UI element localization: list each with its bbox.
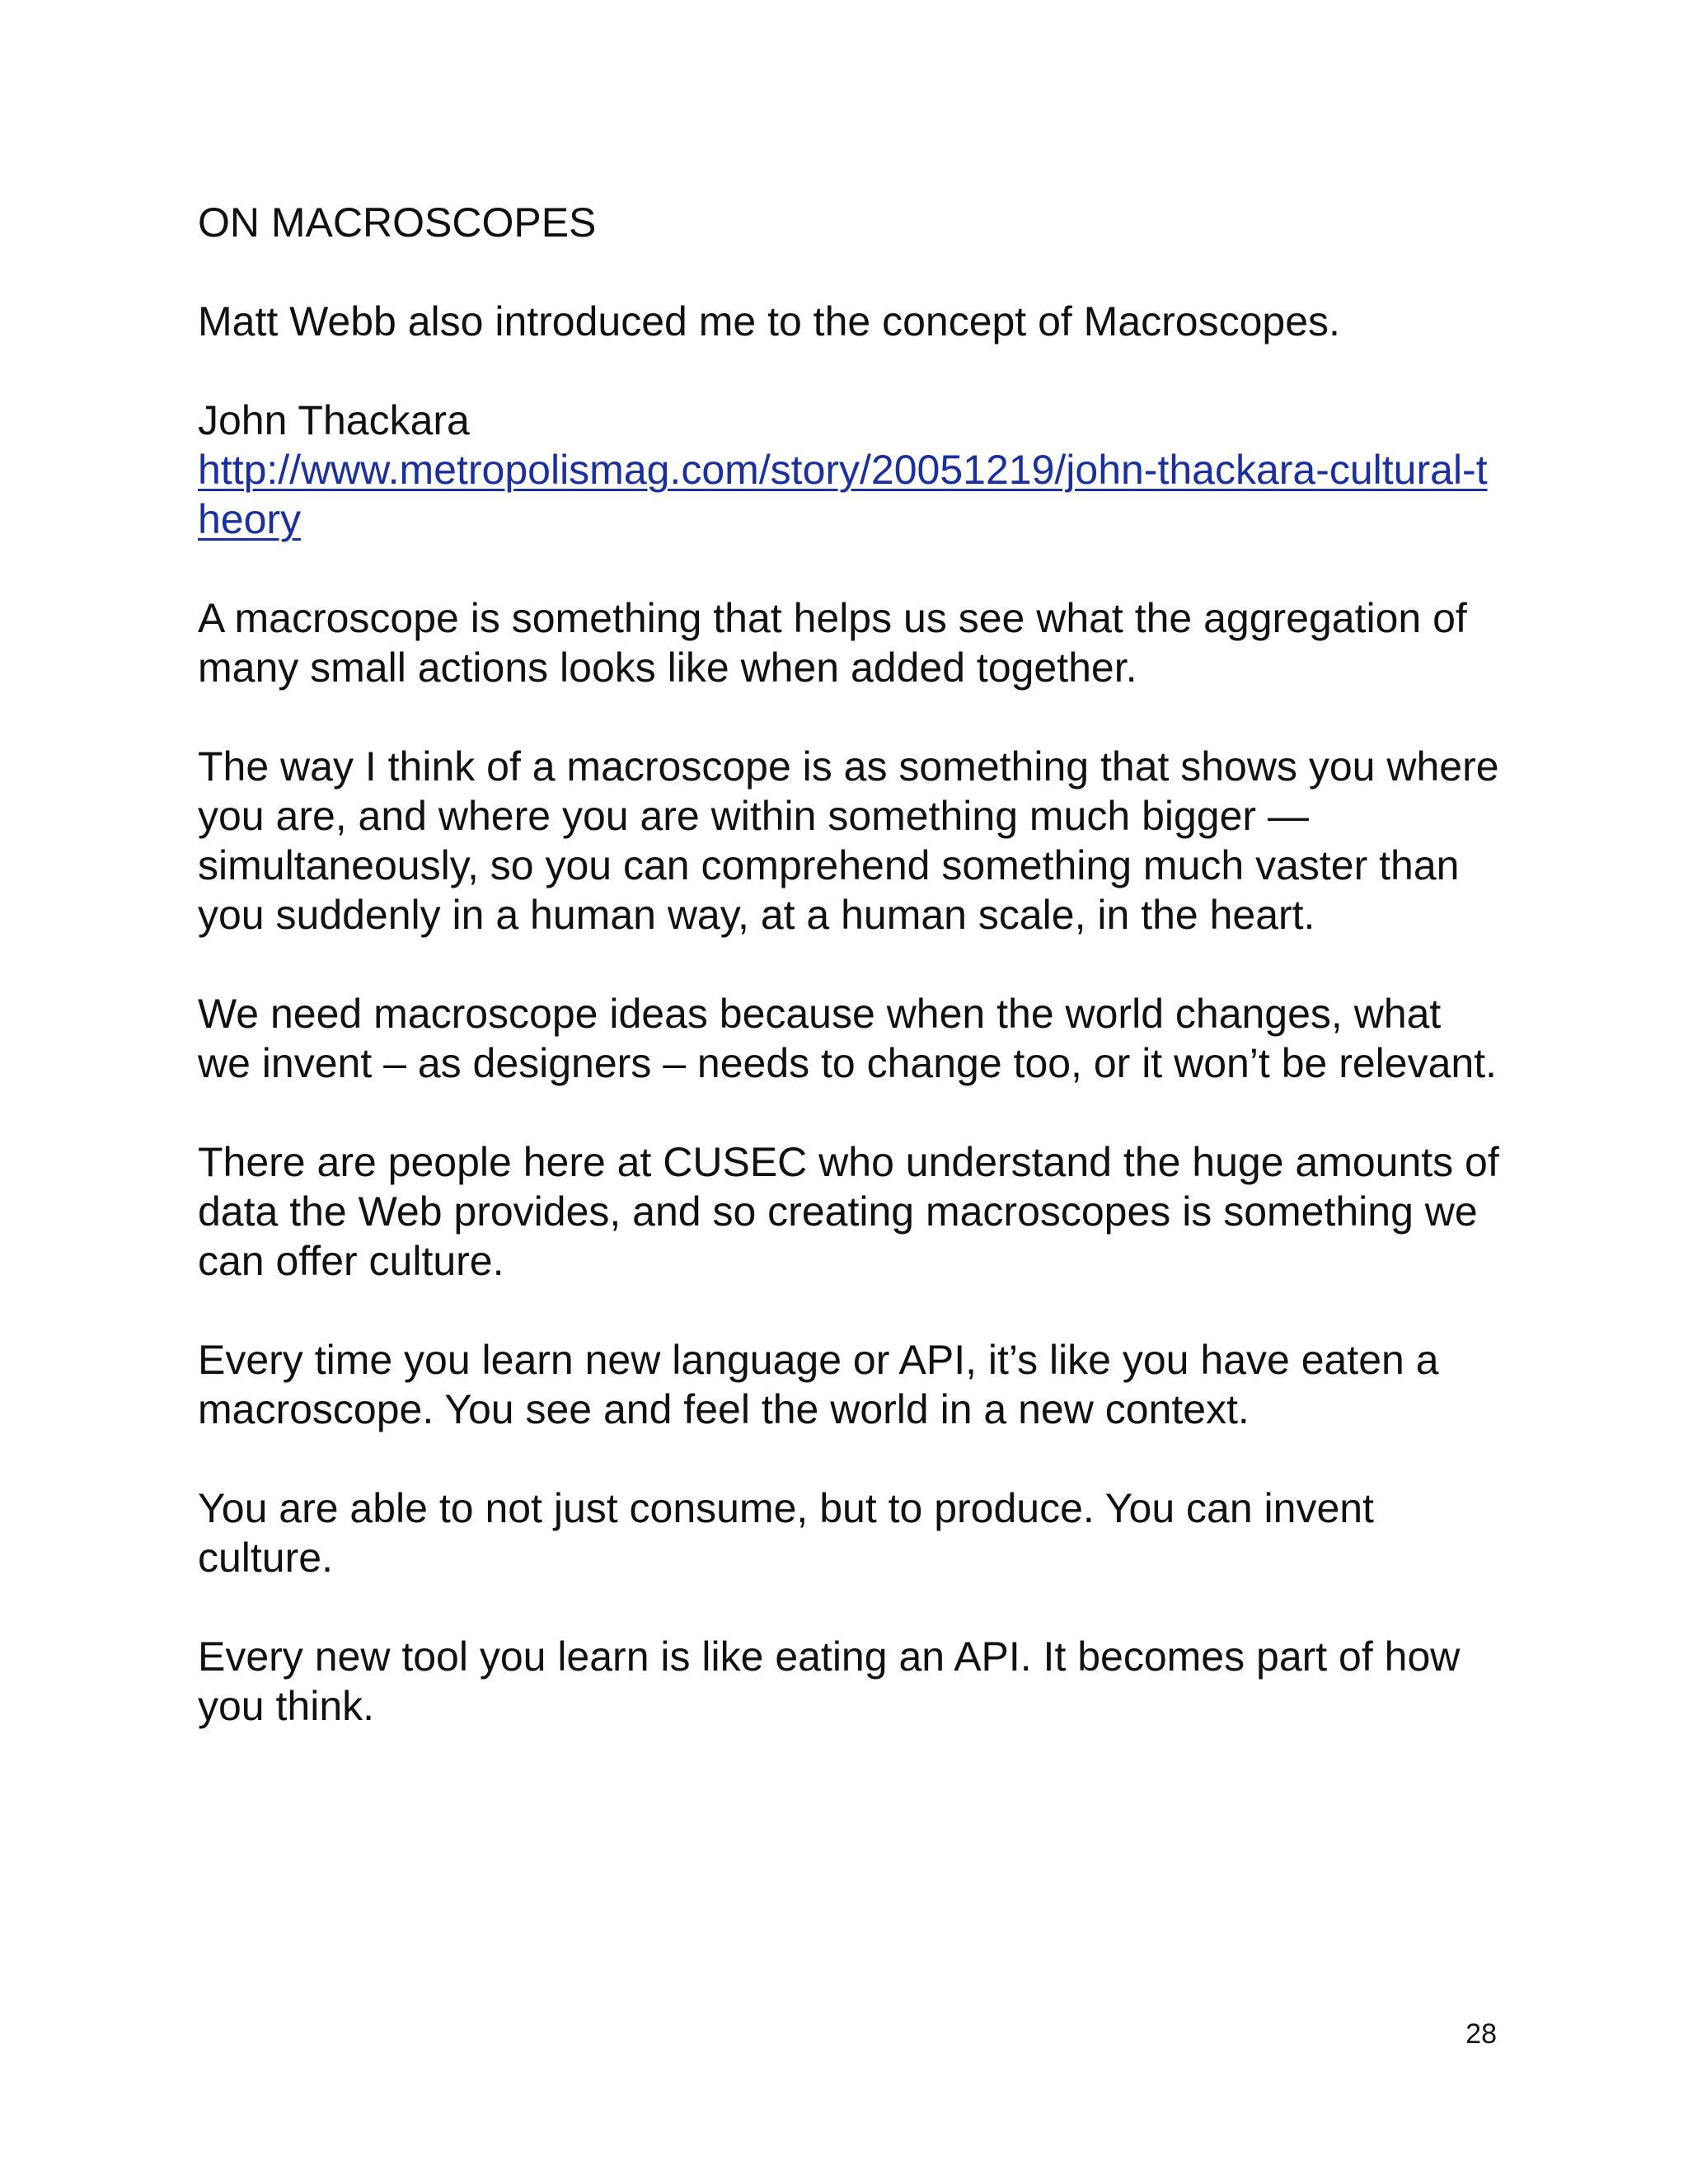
- reference-author: John Thackara: [198, 397, 470, 443]
- paragraph-need-ideas: We need macroscope ideas because when the world changes, what we invent – as designers – needs to change too, or it won’t be relevant.: [198, 991, 1497, 1086]
- page-number: 28: [1465, 2018, 1497, 2050]
- paragraph-cusec: There are people here at CUSEC who understand the huge amounts of data the Web provides, and so creating macroscopes is something we can offer culture.: [198, 1139, 1499, 1284]
- section-heading: ON MACROSCOPES: [198, 199, 597, 246]
- reference-block: [198, 396, 1500, 544]
- paragraph-way-i-think: The way I think of a macroscope is as something that shows you where you are, and where you are within something much bigger — simultaneously, so you can comprehend something much vaster than you suddenly in a human way, at a human scale, in the heart.: [198, 743, 1499, 938]
- paragraph-produce: You are able to not just consume, but to produce. You can invent culture.: [198, 1485, 1374, 1581]
- paragraph-every-time: Every time you learn new language or API, it’s like you have eaten a macroscope. You see and feel the world in a new context.: [198, 1337, 1439, 1432]
- intro-paragraph: Matt Webb also introduced me to the concept of Macroscopes.: [198, 298, 1340, 344]
- reference-link[interactable]: http://www.metropolismag.com/story/20051219/john-thackara-cultural-theory: [198, 447, 1488, 542]
- document-body: [198, 198, 1500, 1780]
- paragraph-new-tool: Every new tool you learn is like eating an API. It becomes part of how you think.: [198, 1633, 1461, 1729]
- paragraph-definition: A macroscope is something that helps us see what the aggregation of many small actions looks like when added together.: [198, 595, 1467, 691]
